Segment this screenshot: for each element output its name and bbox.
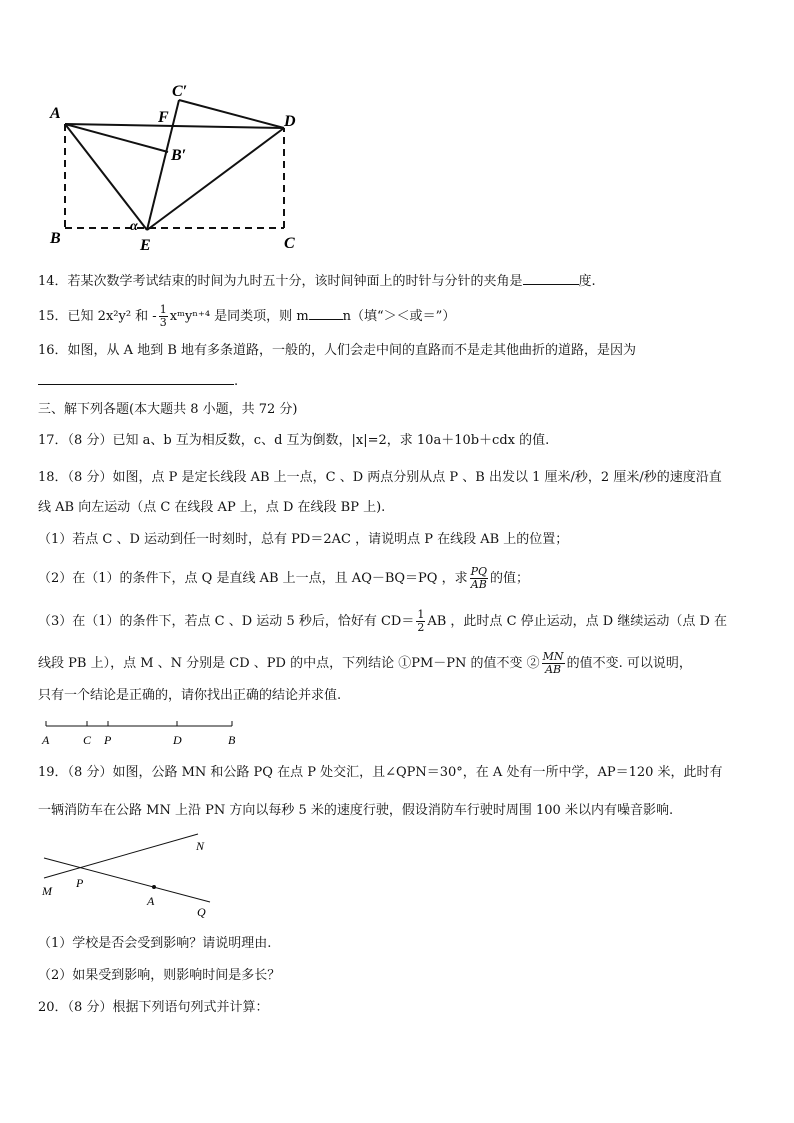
q14-tail: 度. [578,274,596,289]
q15-post: n（填“＞＜或＝”） [342,309,456,324]
label-C: C [284,235,295,252]
q16-text: 16．如图，从 A 地到 B 地有多条道路，一般的，人们会走中间的直路而不是走其他曲折的道路，是因为 [38,343,637,358]
point-A [152,885,156,889]
label-C-prime: C′ [172,83,188,100]
label-B: B [50,230,61,247]
q15-pre: 15．已知 2x²y² 和 - [38,309,157,324]
q15-fraction [159,304,168,329]
q15-frac-den: 3 [159,316,167,329]
q18-p3-line2-pre: 线段 PB 上），点 M 、N 分别是 CD 、PD 的中点，下列结论 ①PM－PN 的值不变 ② [38,656,540,671]
label-F: F [158,109,169,126]
q18-p3-den2: AB [545,663,562,676]
q18-p2-pre: （2）在（1）的条件下，点 Q 是直线 AB 上一点，且 AQ－BQ＝PQ ，求 [38,571,468,586]
question-14 [38,272,596,291]
q18-p3-fraction [416,609,425,634]
q18-p3-line2-post: 的值不变. 可以说明， [566,656,692,671]
road-label-M: M [42,884,52,898]
segment-ab-figure [38,718,248,748]
q16-answer-blank[interactable] [38,372,234,385]
question-18-line1: 18．（8 分）如图，点 P 是定长线段 AB 上一点，C 、D 两点分别从点 P 、B 出发以 1 厘米/秒，2 厘米/秒的速度沿直 [38,470,722,485]
segment-C-prime-D [179,100,284,128]
q15-answer-blank[interactable] [309,307,343,320]
question-19-sub1: （1）学校是否会受到影响？请说明理由. [38,936,272,951]
question-18-part1: （1）若点 C 、D 运动到任一时刻时，总有 PD＝2AC ，请说明点 P 在线段 AB 上的位置； [38,532,569,547]
q18-p3-fraction2 [542,651,565,676]
label-D: D [284,113,296,130]
q18-p2-num: PQ [470,565,488,578]
q18-p3-num2: MN [542,650,564,663]
road-MN [44,834,198,878]
question-18-part3-line2 [38,651,692,676]
q15-frac-num: 1 [159,303,167,316]
road-PQ [44,858,210,902]
question-18-line2: 线 AB 向左运动（点 C 在线段 AP 上，点 D 在线段 BP 上). [38,500,386,515]
question-19-line2: 一辆消防车在公路 MN 上沿 PN 方向以每秒 5 米的速度行驶，假设消防车行驶时周围 100 米以内有噪音影响. [38,803,674,818]
question-18-part2 [38,566,529,591]
road-label-Q: Q [197,905,206,919]
q18-p3-post: AB ，此时点 C 停止运动，点 D 继续运动（点 D 在 [427,614,728,629]
seg-label-A: A [42,733,50,747]
section-3-heading: 三、解下列各题(本大题共 8 小题，共 72 分) [38,402,298,417]
question-17: 17．（8 分）已知 a、b 互为相反数，c、d 互为倒数，|x|=2，求 10a＋10b＋cdx 的值. [38,433,550,448]
q18-p2-fraction [470,566,488,591]
question-16-answer-line [38,372,238,391]
label-A: A [50,105,61,122]
question-20: 20．（8 分）根据下列语句列式并计算： [38,1000,269,1015]
segment-AB-prime [65,124,168,152]
label-alpha: α [130,219,138,234]
q14-answer-blank[interactable] [523,272,579,285]
rectangle-fold-figure [40,78,320,258]
question-18-part3-line3: 只有一个结论是正确的，请你找出正确的结论并求值. [38,688,342,703]
q18-p2-post: 的值； [490,571,530,586]
road-label-A: A [147,894,155,908]
seg-label-B: B [228,733,236,747]
question-15 [38,304,455,329]
q15-mid: xᵐyⁿ⁺⁴ 是同类项，则 m [169,309,309,324]
q18-p3-num: 1 [417,608,425,621]
road-label-P: P [76,876,84,890]
segment-AD [65,124,284,128]
q14-text: 14．若某次数学考试结束的时间为九时五十分，该时间钟面上的时针与分针的夹角是 [38,274,523,289]
seg-label-P: P [104,733,112,747]
question-18-part3 [38,609,727,634]
road-label-N: N [196,839,205,853]
seg-label-D: D [173,733,182,747]
question-19-sub2: （2）如果受到影响，则影响时间是多长？ [38,968,281,983]
q18-p2-den: AB [470,578,487,591]
q16-tail: . [234,374,239,389]
seg-label-C: C [83,733,92,747]
question-16 [38,342,636,360]
segment-AE [65,124,147,230]
label-B-prime: B′ [171,147,187,164]
label-E: E [140,237,151,254]
roads-figure [36,828,216,922]
q18-p3-den: 2 [417,621,425,634]
q18-p3-pre: （3）在（1）的条件下，若点 C 、D 运动 5 秒后，恰好有 CD＝ [38,614,415,629]
question-19-line1: 19．（8 分）如图，公路 MN 和公路 PQ 在点 P 处交汇，且∠QPN＝30°，在 A 处有一所中学，AP＝120 米，此时有 [38,765,723,780]
